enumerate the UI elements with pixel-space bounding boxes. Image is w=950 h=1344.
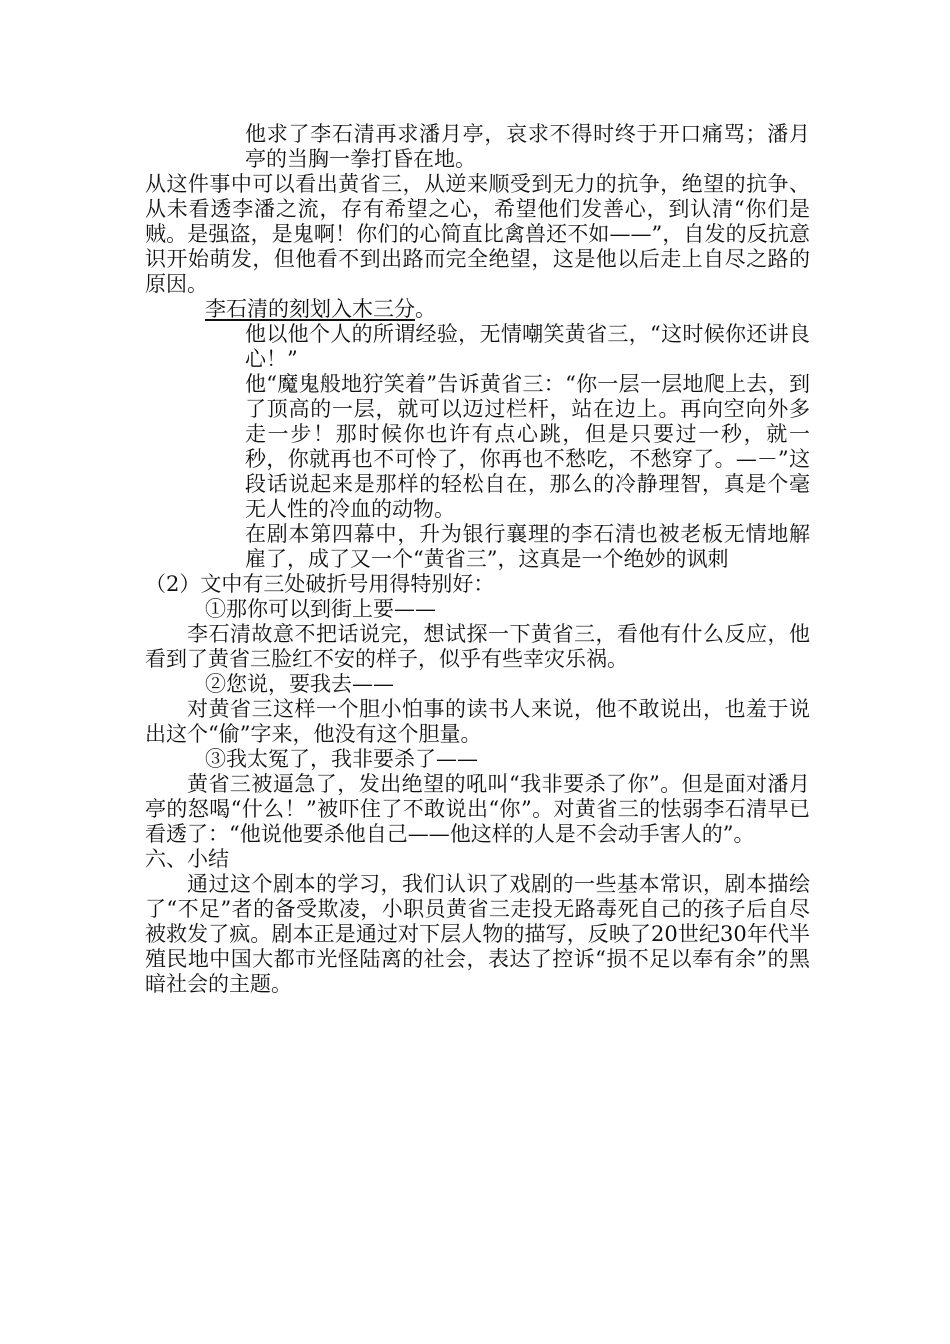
summary-paragraph: 通过这个剧本的学习，我们认识了戏剧的一些基本常识，剧本描绘了“不足”者的备受欺凌，小职员黄省三走投无路毒死自己的孩子后自尽被救发了疯。剧本正是通过对下层人物的描写，反映了20世纪30年代半殖民地中国大都市光怪陆离的社会，表达了控诉“损不足以奉有余”的黑暗社会的主题。	[145, 872, 810, 996]
quote-paragraph-4: 在剧本第四幕中，升为银行襄理的李石清也被老板无情地解雇了，成了又一个“黄省三”，这真是一个绝妙的讽刺	[245, 522, 810, 571]
section-heading	[145, 297, 810, 322]
section-heading-end: 。	[415, 297, 436, 321]
example-2-analysis: 对黄省三这样一个胆小怕事的读书人来说，他不敢说出，也羞于说出这个“偷”字来，他没有这个胆量。	[145, 697, 810, 746]
document-body	[145, 122, 810, 997]
quote-paragraph-2: 他以他个人的所谓经验，无情嘲笑黄省三，“这时候你还讲良心！”	[245, 322, 810, 371]
example-3-analysis: 黄省三被逼急了，发出绝望的吼叫“我非要杀了你”。但是面对潘月亭的怒喝“什么！”被吓住了不敢说出“你”。对黄省三的怯弱李石清早已看透了：“他说他要杀他自己——他这样的人是不会动手害人的”。	[145, 772, 810, 846]
subsection-heading: （2）文中有三处破折号用得特别好：	[145, 572, 495, 596]
quote-paragraph-1: 他求了李石清再求潘月亭，哀求不得时终于开口痛骂；潘月亭的当胸一拳打昏在地。	[245, 122, 810, 171]
summary-heading: 六、小结	[145, 847, 229, 871]
example-1: ①那你可以到街上要——	[205, 597, 436, 621]
example-1-analysis: 李石清故意不把话说完，想试探一下黄省三，看他有什么反应，他看到了黄省三脸红不安的样子，似乎有些幸灾乐祸。	[145, 622, 810, 671]
example-3: ③我太冤了，我非要杀了——	[205, 747, 478, 771]
analysis-paragraph-1: 从这件事中可以看出黄省三，从逆来顺受到无力的抗争，绝望的抗争、从未看透李潘之流，存有希望之心，希望他们发善心，到认清“你们是贼。是强盗，是鬼啊！你们的心简直比禽兽还不如——”，自发的反抗意识开始萌发，但他看不到出路而完全绝望，这是他以后走上自尽之路的原因。	[145, 172, 810, 296]
quote-paragraph-3: 他“魔鬼般地狞笑着”告诉黄省三：“你一层一层地爬上去，到了顶高的一层，就可以迈过栏杆，站在边上。再向空向外多走一步！那时候你也许有点心跳，但是只要过一秒，就一秒，你就再也不可怜了，你再也不愁吃，不愁穿了。—－”这段话说起来是那样的轻松自在，那么的冷静理智，真是个毫无人性的冷血的动物。	[245, 372, 810, 521]
example-2: ②您说，要我去——	[205, 672, 394, 696]
section-heading-underlined: 李石清的刻划入木三分	[205, 297, 415, 321]
